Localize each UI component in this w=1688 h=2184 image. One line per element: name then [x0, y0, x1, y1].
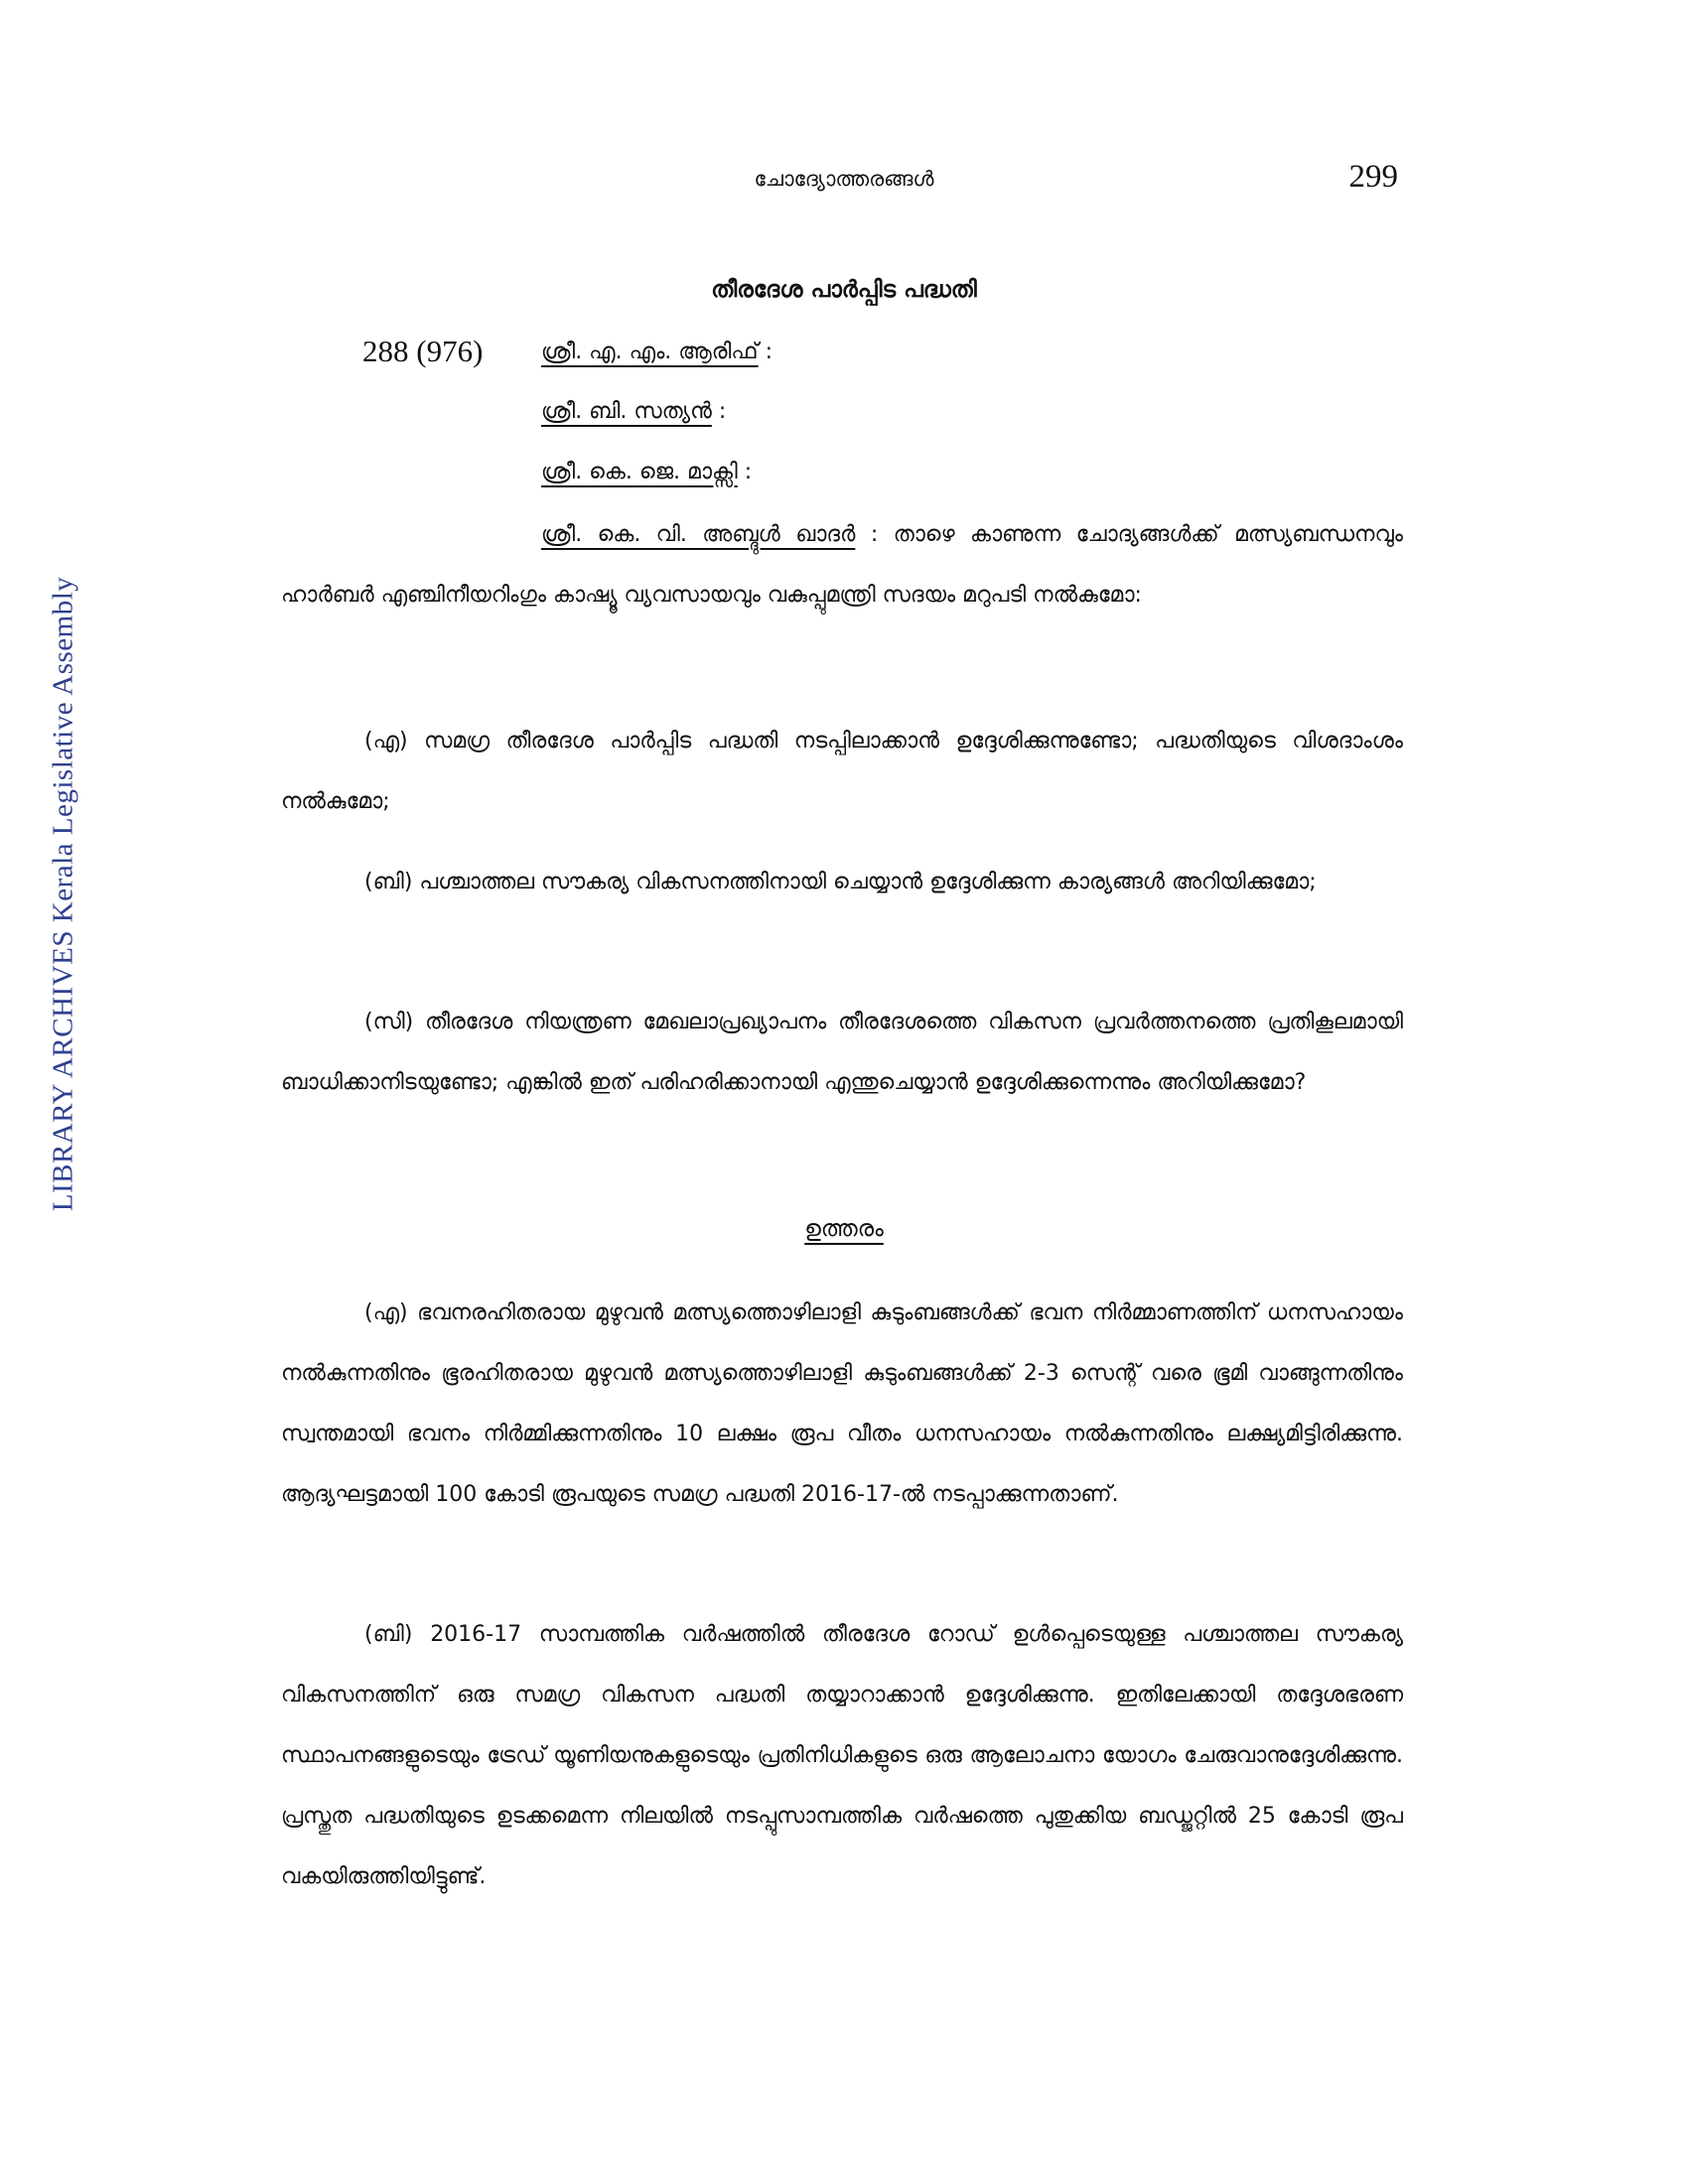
watermark-text: LIBRARY ARCHIVES Kerala Legislative Assembly: [47, 576, 79, 1211]
answer-heading-text: ഉത്തരം: [804, 1216, 884, 1242]
question-number: 288 (976): [362, 334, 484, 368]
member-name-text: ശ്രീ. കെ. വി. അബ്ദുൾ ഖാദർ: [541, 522, 856, 547]
running-header: ചോദ്യോത്തരങ്ങൾ: [754, 167, 934, 191]
member-name: [541, 399, 726, 424]
question-title: തീരദേശ പാർപ്പിട പദ്ധതി: [711, 277, 977, 303]
question-text: (ബി) പശ്ചാത്തല സൗകര്യ വികസനത്തിനായി ചെയ്യാൻ ഉദ്ദേശിക്കുന്ന കാര്യങ്ങൾ അറിയിക്കുമോ;: [364, 870, 1317, 894]
member-name: [541, 460, 752, 484]
question-text: (എ) സമഗ്ര തീരദേശ പാർപ്പിട പദ്ധതി നടപ്പിലാക്കാൻ ഉദ്ദേശിക്കുന്നുണ്ടോ; പദ്ധതിയുടെ വിശദാംശം നൽകുമോ;: [281, 729, 1403, 814]
member-name-text: ശ്രീ. കെ. ജെ. മാക്സി: [541, 460, 738, 484]
member-colon: :: [718, 399, 727, 424]
answer-item-a: [281, 1283, 1403, 1525]
member-colon: :: [870, 522, 879, 547]
question-item-b: [281, 852, 1403, 912]
question-intro: [281, 504, 1403, 625]
member-colon: :: [744, 460, 753, 484]
question-item-a: [281, 711, 1403, 832]
answer-text: (ബി) 2016-17 സാമ്പത്തിക വർഷത്തിൽ തീരദേശ റോഡ് ഉൾപ്പെടെയുള്ള പശ്ചാത്തല സൗകര്യ വികസനത്തിന് ഒരു സമഗ്ര വികസന പദ്ധതി തയ്യാറാക്കാൻ ഉദ്ദേശിക്കുന്നു. ഇതിലേക്കായി തദ്ദേശഭരണ സ്ഥാപനങ്ങളുടെയും ട്രേഡ് യൂണിയനുകളുടെയും പ്രതിനിധികളുടെ ഒരു ആലോചനാ യോഗം ചേരുവാനുദ്ദേശിക്കുന്നു. പ്രസ്തുത പദ്ധതിയുടെ ഉടക്കമെന്ന നിലയിൽ നടപ്പുസാമ്പത്തിക വർഷത്തെ പുതുക്കിയ ബഡ്ജറ്റിൽ 25 കോടി രൂപ വകയിരുത്തിയിട്ടുണ്ട്.: [281, 1622, 1403, 1889]
member-name: [541, 340, 773, 364]
answer-item-b: [281, 1604, 1403, 1907]
archive-watermark: [24, 298, 103, 1489]
member-name-text: ശ്രീ. എ. എം. ആരിഫ്: [541, 340, 759, 364]
answer-text: (എ) ഭവനരഹിതരായ മുഴുവൻ മത്സ്യത്തൊഴിലാളി കുടുംബങ്ങൾക്ക് ഭവന നിർമ്മാണത്തിന് ധനസഹായം നൽകുന്നതിനും ഭൂരഹിതരായ മുഴുവൻ മത്സ്യത്തൊഴിലാളി കുടുംബങ്ങൾക്ക് 2-3 സെന്റ് വരെ ഭൂമി വാങ്ങുന്നതിനും സ്വന്തമായി ഭവനം നിർമ്മിക്കുന്നതിനും 10 ലക്ഷം രൂപ വീതം ധനസഹായം നൽകുന്നതിനും ലക്ഷ്യമിട്ടിരിക്കുന്നു. ആദ്യഘട്ടമായി 100 കോടി രൂപയുടെ സമഗ്ര പദ്ധതി 2016-17-ൽ നടപ്പാക്കുന്നതാണ്.: [281, 1300, 1403, 1507]
member-colon: :: [765, 340, 773, 364]
member-name-text: ശ്രീ. ബി. സത്യൻ: [541, 399, 712, 424]
answer-heading: [0, 1216, 1688, 1242]
question-item-c: [281, 992, 1403, 1113]
question-text: (സി) തീരദേശ നിയന്ത്രണ മേഖലാപ്രഖ്യാപനം തീരദേശത്തെ വികസന പ്രവർത്തനത്തെ പ്രതികൂലമായി ബാധിക്കാനിടയുണ്ടോ; എങ്കിൽ ഇത് പരിഹരിക്കാനായി എന്തുചെയ്യാൻ ഉദ്ദേശിക്കുന്നെന്നും അറിയിക്കുമോ?: [281, 1010, 1403, 1095]
intro-text: താഴെ കാണുന്ന ചോദ്യങ്ങൾക്ക് മത്സ്യബന്ധനവും ഹാർബർ എഞ്ചിനീയറിംഗും കാഷ്യൂ വ്യവസായവും വകുപ്പുമന്ത്രി സദയം മറുപടി നൽകുമോ:: [281, 522, 1403, 608]
page-number: 299: [1348, 159, 1398, 195]
